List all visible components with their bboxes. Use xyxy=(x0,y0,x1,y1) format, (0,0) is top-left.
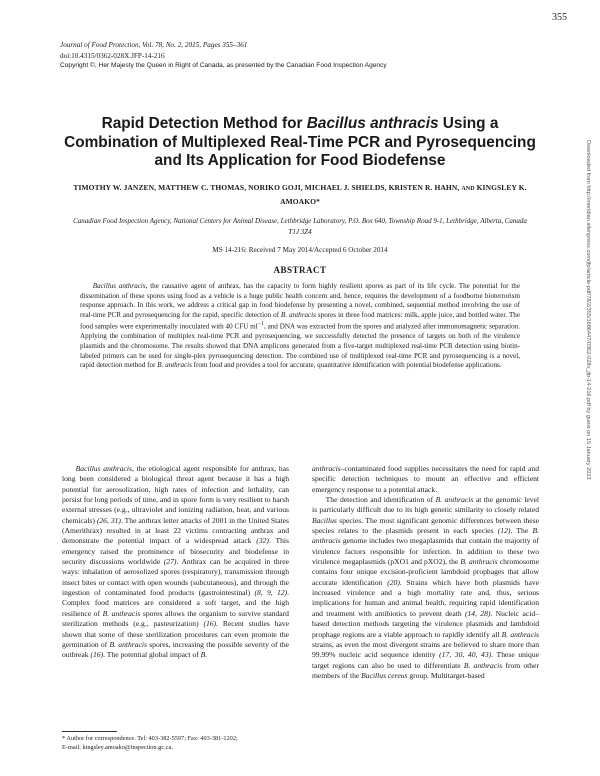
doi[interactable]: doi:10.4315/0362-028X.JFP-14-216 xyxy=(60,51,165,60)
citation[interactable]: (20) xyxy=(387,577,400,587)
journal-citation: Journal of Food Protection, Vol. 78, No. 2, 2015, Pages 355–361 xyxy=(60,41,248,49)
citation[interactable]: (12) xyxy=(497,526,511,536)
authors-and: AND xyxy=(461,186,475,192)
footnote-line-1: * Author for correspondence. Tel: 403-382-5597; Fax: 403-381-1202; xyxy=(62,735,238,742)
authors-line: TIMOTHY W. JANZEN, MATTHEW C. THOMAS, NORIKO GOJI, MICHAEL J. SHIELDS, KRISTEN R. HAHN, xyxy=(73,183,460,192)
download-watermark-text: Downloaded from http://meridian.allenpress.com/jfp/article-pdf/78/2/355/1686447/0362-028x_jfp-14-216.pdf by guest on 15 January 2023 xyxy=(585,140,591,480)
copyright-notice: Copyright ©, Her Majesty the Queen in Right of Canada, as presented by the Canadian Food Inspection Agency xyxy=(60,62,387,69)
author-last: KINGSLEY K. AMOAKO* xyxy=(280,183,527,206)
citation[interactable]: (14, 28) xyxy=(464,608,491,618)
intro-paragraph-2: The detection and identification of B. anthracis at the genomic level is particularly difficult due to its high genetic similarity to closely related Bacillus species. The most significant genomic differences between these species relates to the plasmids present in each species (12). The B. anthracis genome includes two megaplasmids that contain the majority of virulence factors responsible for infection. In addition to these two virulence megaplasmids (pXO1 and pXO2), the B. anthracis chromosome contains four unique excision-proficient lambdoid prophages that allow accurate identification (20). Strains which have both plasmids have increased virulence and a high mortality rate and, thus, serious implications for human and animal health, requiring rapid identification and treatment with antibiotics to prevent death (14, 28). Nucleic acid–based detection methods targeting the virulence plasmids and lambdoid prophage regions are a viable approach to rapidly identify all B. anthracis strains, as even the most divergent strains are believed to share more than 99.99% nucleic acid sequence identity (17, 30, 40, 43). These unique target regions can also be used to differentiate B. anthracis from other members of the Bacillus cereus group. Multitarget-based xyxy=(312,495,540,680)
footnote-divider xyxy=(62,731,117,732)
citation[interactable]: (8, 9, 12) xyxy=(254,588,288,598)
download-watermark xyxy=(583,140,593,760)
citation[interactable]: (17, 30, 40, 43) xyxy=(439,650,492,660)
manuscript-dates: MS 14-216: Received 7 May 2014/Accepted 6 October 2014 xyxy=(212,246,388,254)
footnote-email[interactable]: E-mail: kingsley.amoako@inspection.gc.ca. xyxy=(62,743,173,751)
article-title: Rapid Detection Method for Bacillus anthracis Using a Combination of Multiplexed Real-Time PCR and Pyrosequencing and Its Application for Food Biodefense xyxy=(64,115,536,169)
citation[interactable]: (26, 31) xyxy=(96,515,121,525)
affiliation: Canadian Food Inspection Agency, National Centers for Animal Disease, Lethbridge Laboratory, P.O. Box 640, Township Road 9-1, Lethbridge, Alberta, Canada T1J 3Z4 xyxy=(73,217,527,236)
citation[interactable]: (16) xyxy=(203,619,217,629)
abstract-text: Bacillus anthracis, the causative agent of anthrax, has the capacity to form highly resilient spores as part of its life cycle. The potential for the dissemination of these spores using food as a vehicle is a huge public health concern and, hence, requires the development of a foodborne bioterrorism response approach. In this work, we address a critical gap in food biodefense by presenting a novel, combined, sequential method involving the use of real-time PCR and pyrosequencing for the rapid, specific detection of B. anthracis spores in three food matrices: milk, apple juice, and bottled water. The food samples were experimentally inoculated with 40 CFU $ml^{-1}$, and DNA was extracted from the spores and analyzed after immunomagnetic separation. Applying the combination of multiplex real-time PCR and pyrosequencing, we successfully detected the presence of targets on both of the virulence plasmids and the chromosome. The results showed that DNA amplicons generated from a five-target multiplexed real-time PCR detection using biotin-labeled primers can be used for single-plex pyrosequencing detection. The combined use of multiplexed real-time PCR and pyrosequencing is a novel, rapid detection method for B. anthracis from food and provides a tool for accurate, quantitative identification with potential biodefense applications. xyxy=(80,282,520,370)
intro-paragraph-1: Bacillus anthracis, the etiological agent responsible for anthrax, has long been considered a biological threat agent because it has a high potential for aerosolization, high rates of infection and lethality, can persist for long periods of time, and in spore form is very resilient to harsh external stresses (e.g., ultraviolet and ionizing radiation, heat, and various chemicals) (26, 31). The anthrax letter attacks of 2001 in the United States (Amerithrax) resulted in at least 22 victims contracting anthrax and demonstrate the potential impact of a widespread attack (32). This emergency raised the prominence of biosecurity and biodefense in security discussions worldwide (27). Anthrax can be acquired in three ways: inhalation of aerosolized spores (respiratory), transmission through insect bites or contact with open wounds (subcutaneous), and through the ingestion of contaminated food products (gastrointestinal) (8, 9, 12). Complex food matrices are considered a soft target, and the high resilience of B. anthracis spores allows the organism to survive standard sterilization methods (e.g., pasteurization) (16). Recent studies have shown that some of these sterilization procedures can even promote the germination of B. anthracis spores, increasing the possible severity of the outbreak (16). The potential global impact of B. xyxy=(62,464,290,660)
author-list xyxy=(70,182,530,207)
page-number: 355 xyxy=(552,12,567,23)
abstract-heading: ABSTRACT xyxy=(273,265,327,275)
correspondence-footnote xyxy=(62,735,292,752)
journal-header xyxy=(60,40,387,72)
intro-paragraph-1-cont: anthracis–contaminated food supplies necessitates the need for rapid and specific detection techniques to mount an effective and efficient emergency response to a potential attack. xyxy=(312,464,539,494)
body-column-left xyxy=(62,464,289,661)
body-column-right xyxy=(312,464,539,681)
citation[interactable]: (32) xyxy=(256,536,269,546)
citation[interactable]: (27) xyxy=(163,557,177,567)
citation[interactable]: (16) xyxy=(90,650,104,660)
